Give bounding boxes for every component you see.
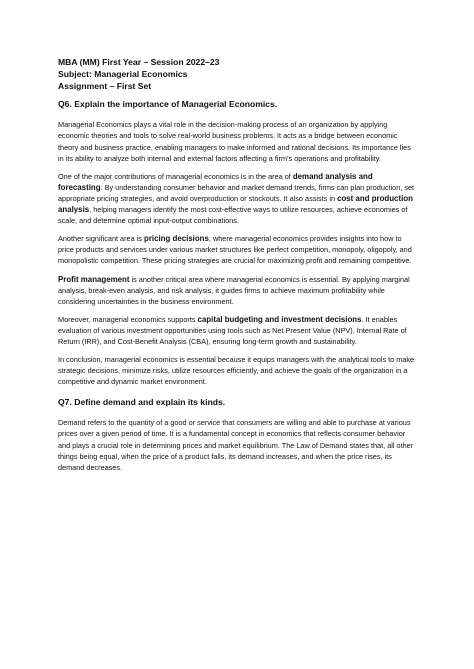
question-6-heading: Q6. Explain the importance of Managerial Economics. (58, 99, 278, 110)
course-title: MBA (MM) First Year – Session 2022–23 (58, 57, 220, 67)
q6-p2-text-3: , helping managers identify the most cost-effective ways to utilize resources, achieve economies of scale, and determine optimal input-output combinations. (58, 205, 408, 226)
q6-p2-bold-cost-production: cost and production analysis (58, 193, 413, 215)
assignment-line: Assignment – First Set (58, 80, 152, 91)
q6-p5-text-1: Moreover, managerial economics supports (58, 314, 198, 324)
q6-p5-text-2: . It enables evaluation of various investment opportunities using tools such as Net Present Value (NPV), Internal Rate of Return (IRR), and Cost-Benefit Analysis (CBA), ensuring long-term growth and sustainability. (58, 314, 407, 346)
q6-paragraph-2 (58, 171, 418, 226)
q6-p3-bold-pricing-decisions: pricing decisions (144, 234, 209, 244)
q6-p2-text-1: One of the major contributions of managerial economics is in the area of (58, 171, 293, 181)
q6-paragraph-6: In conclusion, managerial economics is essential because it equips managers with the analytical tools to make strategic decisions, minimize risks, utilize resources efficiently, and achieve the goals of the organization in a competitive and dynamic market environment. (58, 355, 415, 387)
q6-p2-text-2: . By understanding consumer behavior and market demand trends, firms can plan production, set appropriate pricing strategies, and avoid overproduction or stockouts. It also assists in (58, 182, 415, 203)
q6-p4-text-1: is another critical area where managerial economics is essential. By applying marginal analysis, break-even analysis, and risk analysis, it guides firms to achieve maximum profitability while considering uncertainties in the business environment. (58, 274, 410, 306)
question-7-heading: Q7. Define demand and explain its kinds. (58, 397, 226, 408)
q6-p5-bold-capital-budgeting: capital budgeting and investment decisions (197, 314, 362, 324)
q6-paragraph-1: Managerial Economics plays a vital role in the decision-making process of an organization by applying economic theories and tools to solve real-world business problems. It acts as a bridge between economic theory and business practice, enabling managers to make informed and rational decisions. Its importance lies in its ability to analyze both internal and external factors affecting a firm’s operations and profitability. (58, 120, 411, 163)
q6-p3-text-1: Another significant area is (58, 234, 144, 244)
q6-paragraph-5 (58, 314, 418, 347)
q6-paragraph-4 (58, 274, 418, 307)
q6-p2-bold-demand-analysis: demand analysis and forecasting (58, 171, 373, 192)
q6-paragraph-3 (58, 233, 418, 266)
subject-line: Subject: Managerial Economics (58, 68, 188, 79)
q7-paragraph-1: Demand refers to the quantity of a good or service that consumers are willing and able to purchase at various prices over a given period of time. It is a fundamental concept in economics that reflects consumer behavior and plays a crucial role in determining prices and market equilibrium. The Law of Demand states that, all other things being equal, when the price of a product falls, its demand increases, and when the price rises, its demand decreases. (58, 418, 414, 472)
q6-p4-bold-profit-management: Profit management (58, 274, 130, 284)
q6-p3-text-2: , where managerial economics provides insights into how to price products and services under various market structures like perfect competition, monopoly, oligopoly, and monopolistic competition. These pricing strategies are crucial for maximizing profit and remaining competitive. (58, 234, 412, 266)
